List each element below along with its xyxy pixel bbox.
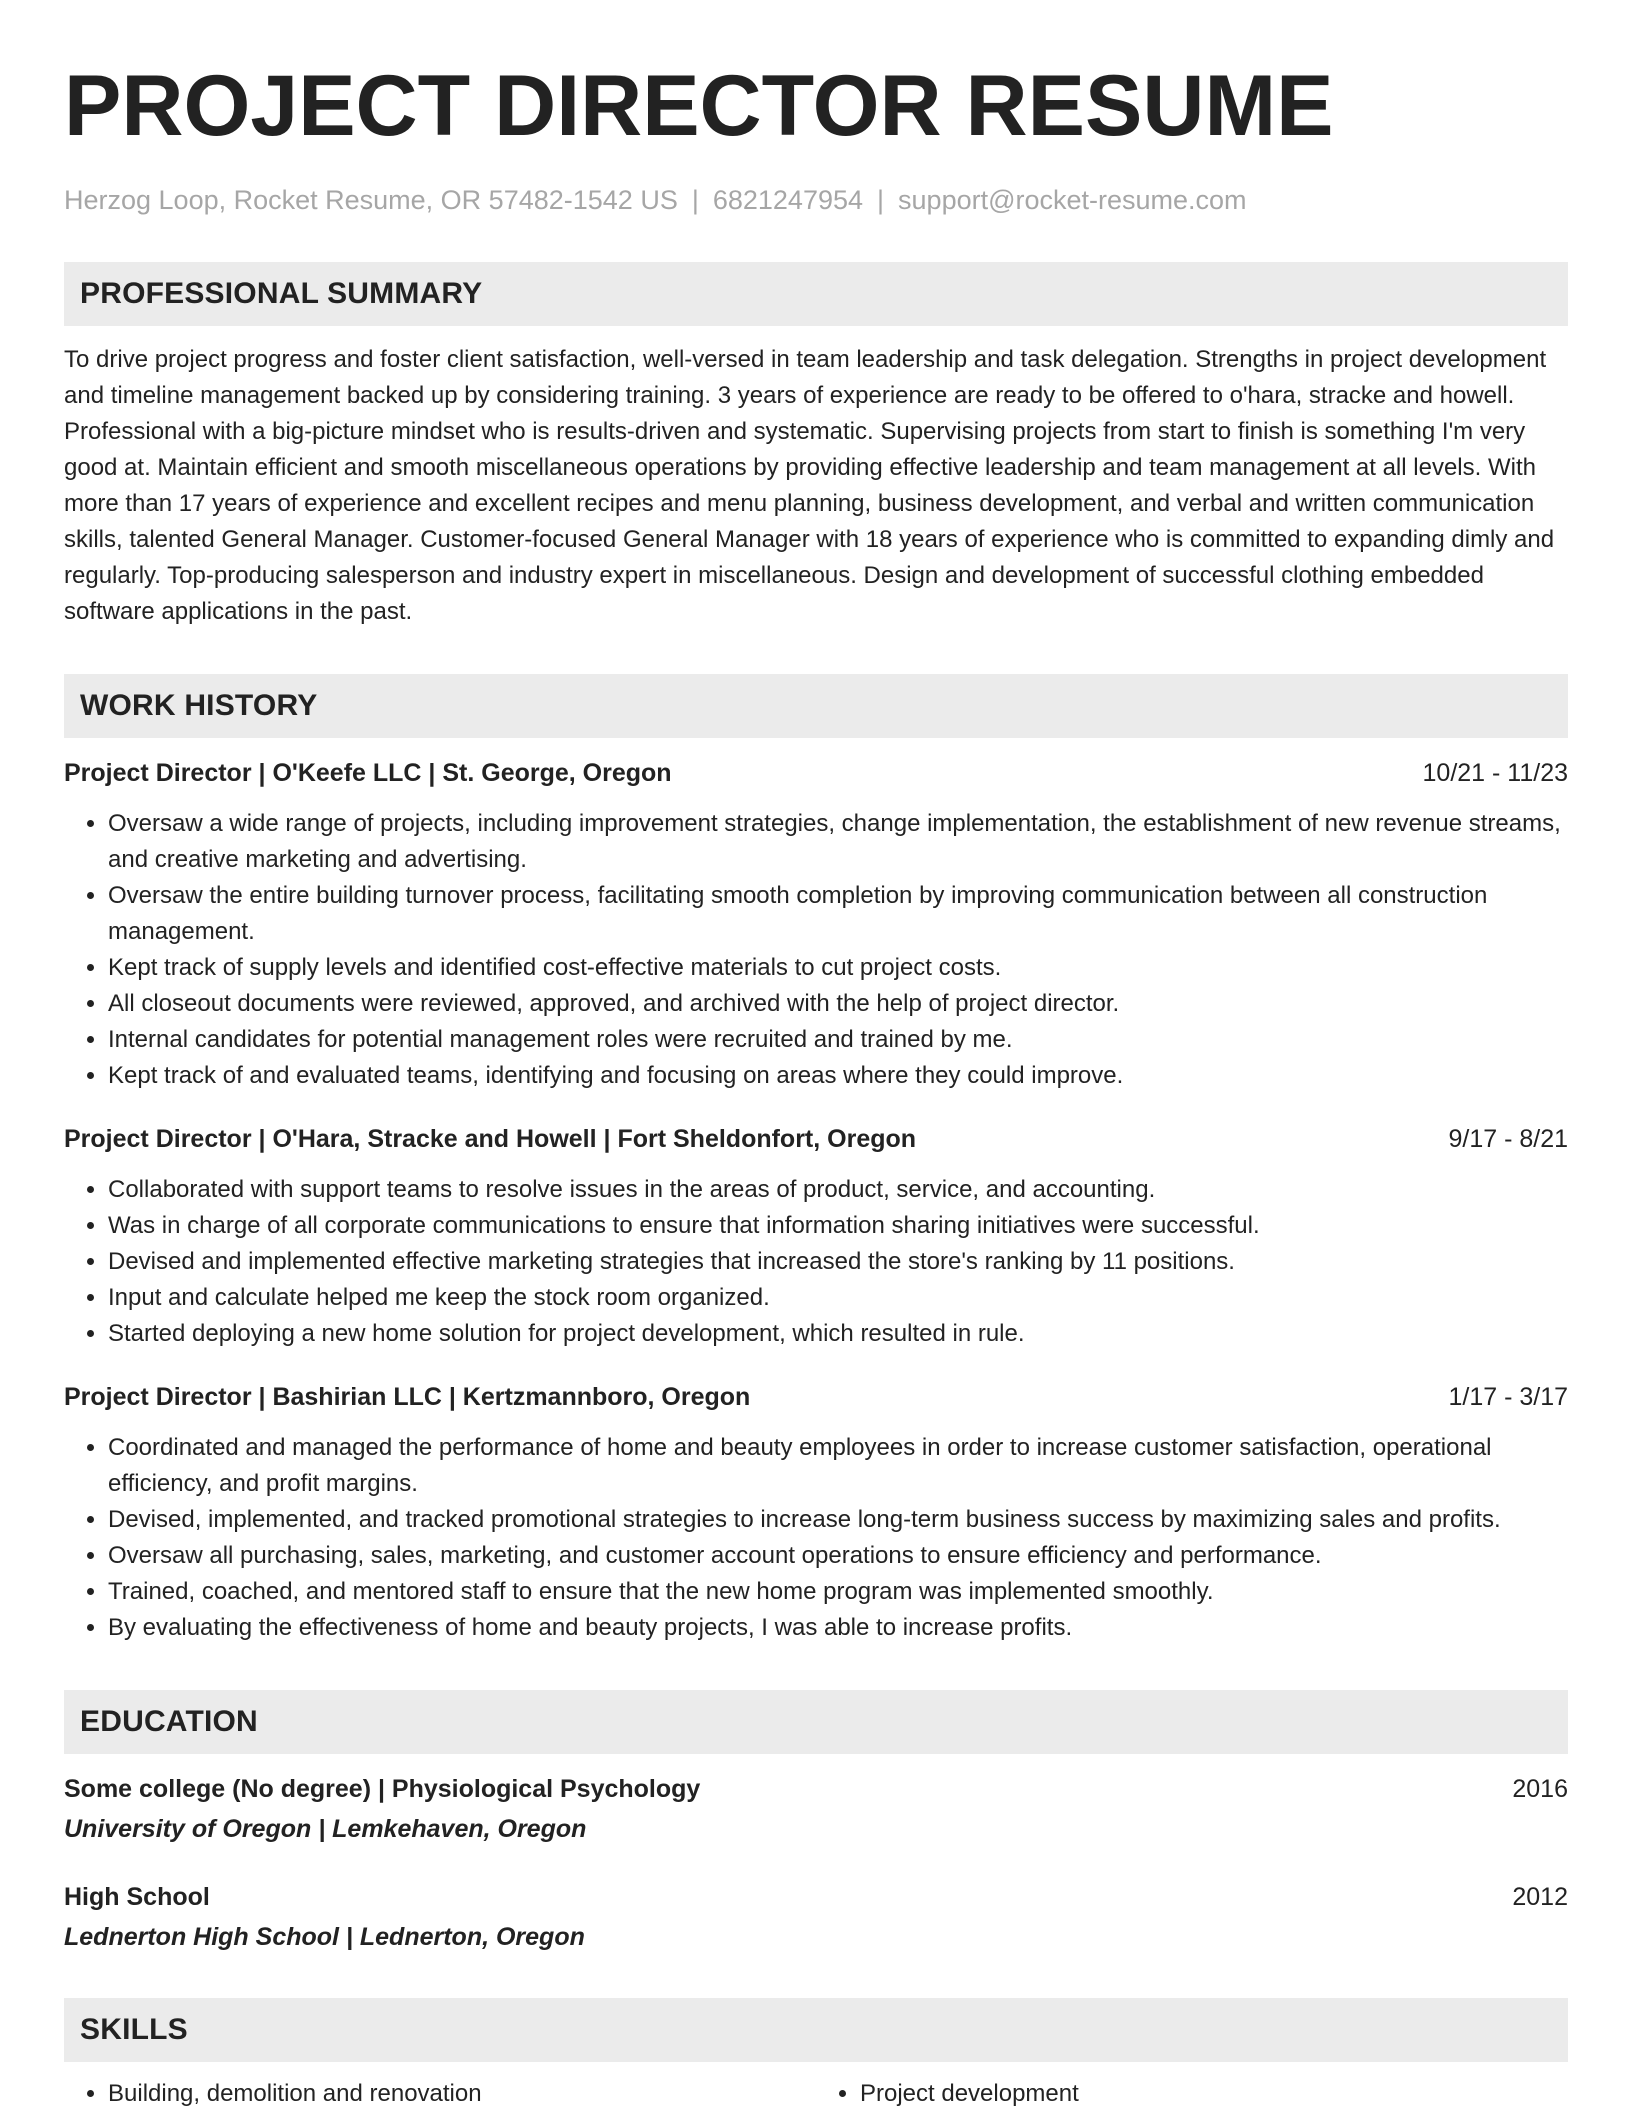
contact-separator: | bbox=[691, 185, 699, 215]
summary-text: To drive project progress and foster client satisfaction, well-versed in team leadership and task delegation. Strengths in project development and timeline management backed up by considering training. 3 years of experience are ready to be offered to o'hara, stracke and howell. Professional with a big-picture mindset who is results-driven and systematic. Supervising projects from start to finish is something I'm very good at. Maintain efficient and smooth miscellaneous operations by providing effective leadership and team management at all levels. With more than 17 years of experience and excellent recipes and menu planning, business development, and verbal and written communication skills, talented General Manager. Customer-focused General Manager with 18 years of experience who is committed to expanding dimly and regularly. Top-producing salesperson and industry expert in miscellaneous. Design and development of successful clothing embedded software applications in the past. bbox=[64, 346, 1555, 625]
job-bullet: • By evaluating the effectiveness of home and beauty projects, I was able to increase profits. bbox=[108, 1610, 1568, 1646]
contact-phone: 6821247954 bbox=[712, 185, 864, 215]
work-heading: WORK HISTORY bbox=[80, 689, 318, 722]
job-bullet: • Oversaw a wide range of projects, including improvement strategies, change implementation, the establishment of new revenue streams, and creative marketing and advertising. bbox=[108, 806, 1568, 878]
job-bullet: • Kept track of and evaluated teams, identifying and focusing on areas where they could improve. bbox=[108, 1058, 1568, 1094]
summary-section-header bbox=[64, 262, 1568, 326]
job-title: Project Director | O'Hara, Stracke and Howell | Fort Sheldonfort, Oregon bbox=[64, 1125, 917, 1153]
education-degree: High School bbox=[64, 1883, 210, 1911]
job-bullet: • Internal candidates for potential management roles were recruited and trained by me. bbox=[108, 1022, 1568, 1058]
job-bullet: • Oversaw all purchasing, sales, marketing, and customer account operations to ensure efficiency and performance. bbox=[108, 1538, 1568, 1574]
education-year: 2016 bbox=[1512, 1775, 1568, 1803]
education-school: University of Oregon | Lemkehaven, Oregon bbox=[64, 1815, 587, 1843]
job-header bbox=[64, 1122, 1568, 1156]
skills-heading: SKILLS bbox=[80, 2013, 188, 2046]
job-entry bbox=[64, 1380, 1568, 1646]
job-bullet: • Devised, implemented, and tracked promotional strategies to increase long-term business success by maximizing sales and profits. bbox=[108, 1502, 1568, 1538]
job-bullet: • All closeout documents were reviewed, approved, and archived with the help of project director. bbox=[108, 986, 1568, 1022]
skill-item: • Project development bbox=[860, 2076, 1568, 2112]
job-bullet: • Started deploying a new home solution for project development, which resulted in rule. bbox=[108, 1316, 1568, 1352]
contact-line bbox=[64, 182, 1568, 218]
skills-column-right bbox=[816, 2076, 1568, 2112]
job-bullet: • Kept track of supply levels and identified cost-effective materials to cut project costs. bbox=[108, 950, 1568, 986]
education-entry bbox=[64, 1880, 1568, 1954]
job-bullet: • Was in charge of all corporate communications to ensure that information sharing initiatives were successful. bbox=[108, 1208, 1568, 1244]
contact-separator: | bbox=[877, 185, 885, 215]
job-dates: 9/17 - 8/21 bbox=[1448, 1125, 1568, 1153]
education-school: Lednerton High School | Lednerton, Oregon bbox=[64, 1923, 585, 1951]
job-bullet: • Trained, coached, and mentored staff to ensure that the new home program was implemented smoothly. bbox=[108, 1574, 1568, 1610]
job-dates: 10/21 - 11/23 bbox=[1422, 759, 1568, 787]
skill-item: • Building, demolition and renovation bbox=[108, 2076, 816, 2112]
job-title: Project Director | Bashirian LLC | Kertzmannboro, Oregon bbox=[64, 1383, 751, 1411]
education-entry bbox=[64, 1772, 1568, 1846]
contact-email: support@rocket-resume.com bbox=[898, 185, 1247, 215]
job-bullets bbox=[64, 806, 1568, 1094]
work-section-header bbox=[64, 674, 1568, 738]
job-bullet: • Coordinated and managed the performance of home and beauty employees in order to increase customer satisfaction, operational efficiency, and profit margins. bbox=[108, 1430, 1568, 1502]
job-bullet: • Collaborated with support teams to resolve issues in the areas of product, service, and accounting. bbox=[108, 1172, 1568, 1208]
job-entry bbox=[64, 1122, 1568, 1352]
job-bullets bbox=[64, 1430, 1568, 1646]
summary-heading: PROFESSIONAL SUMMARY bbox=[80, 277, 483, 310]
skills-section-header bbox=[64, 1998, 1568, 2062]
skills-list bbox=[64, 2076, 1568, 2112]
job-bullet: • Input and calculate helped me keep the stock room organized. bbox=[108, 1280, 1568, 1316]
contact-address: Herzog Loop, Rocket Resume, OR 57482-1542 US bbox=[64, 185, 678, 215]
job-entry bbox=[64, 756, 1568, 1094]
education-degree: Some college (No degree) | Physiological Psychology bbox=[64, 1775, 701, 1803]
job-header bbox=[64, 1380, 1568, 1414]
job-title: Project Director | O'Keefe LLC | St. George, Oregon bbox=[64, 759, 672, 787]
skills-column-left bbox=[64, 2076, 816, 2112]
education-header bbox=[64, 1772, 1568, 1806]
resume-title: PROJECT DIRECTOR RESUME bbox=[64, 58, 1334, 154]
education-year: 2012 bbox=[1512, 1883, 1568, 1911]
job-bullet: • Oversaw the entire building turnover process, facilitating smooth completion by improving communication between all construction management. bbox=[108, 878, 1568, 950]
education-section-header bbox=[64, 1690, 1568, 1754]
job-bullets bbox=[64, 1172, 1568, 1352]
job-dates: 1/17 - 3/17 bbox=[1448, 1383, 1568, 1411]
job-header bbox=[64, 756, 1568, 790]
education-header bbox=[64, 1880, 1568, 1914]
job-bullet: • Devised and implemented effective marketing strategies that increased the store's ranking by 11 positions. bbox=[108, 1244, 1568, 1280]
education-heading: EDUCATION bbox=[80, 1705, 258, 1738]
